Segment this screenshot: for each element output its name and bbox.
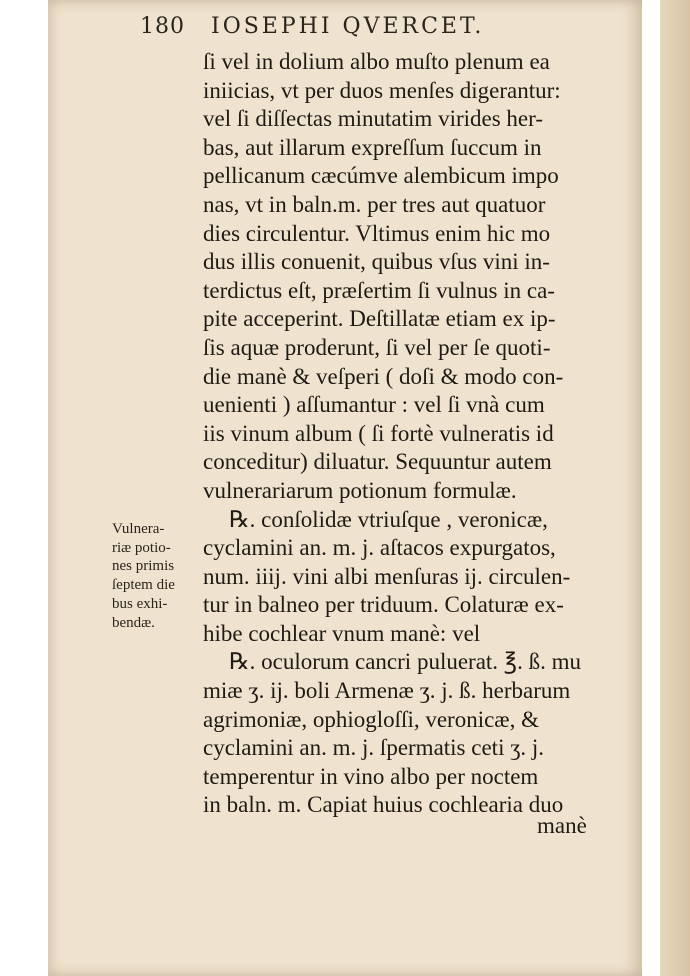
text-line: in baln. m. Capiat huius cochlearia duo [203, 792, 564, 818]
page-number: 180 [140, 14, 185, 39]
text-line: hibe cochlear vnum manè: vel [203, 620, 481, 646]
text-line: die manè & veſperi ( doſi & modo con- [203, 363, 564, 389]
text-line: cyclamini an. m. j. aſtacos expurgatos, [203, 535, 556, 561]
text-line: pite acceperint. Deſtillatæ etiam ex ip- [203, 306, 556, 332]
margin-note-line: Vulnera- [112, 521, 165, 537]
text-line: iniicias, vt per duos menſes digerantur: [203, 77, 561, 103]
margin-note-line: ſeptem die [112, 577, 175, 594]
text-line: ℞. conſolidæ vtriuſque , veronicæ, [229, 506, 548, 532]
catchword: manè [537, 813, 587, 838]
body-text [203, 48, 611, 820]
page-gutter [660, 0, 690, 976]
text-line: ſis aquæ proderunt, ſi vel per ſe quoti- [203, 334, 551, 360]
text-line: dus illis conuenit, quibus vſus vini in- [203, 249, 550, 275]
text-line: iis vinum album ( ſi fortè vulneratis id [203, 420, 554, 446]
margin-note-line: bendæ. [112, 614, 155, 631]
text-line: temperentur in vino albo per noctem [203, 763, 539, 789]
text-line: nas, vt in baln.m. per tres aut quatuor [203, 191, 546, 217]
text-line: vulnerariarum potionum formulæ. [203, 477, 517, 503]
text-line: dies circulentur. Vltimus enim hic mo [203, 220, 551, 246]
margin-note-line: bus exhi- [112, 595, 168, 612]
text-line: num. iiij. vini albi menſuras ij. circulen- [203, 563, 571, 589]
running-header [140, 14, 484, 39]
text-line: agrimoniæ, ophiogloſſi, veronicæ, & [203, 706, 540, 732]
text-line: pellicanum cæcúmve alembicum impo [203, 163, 559, 189]
text-line: conceditur) diluatur. Sequuntur autem [203, 449, 552, 475]
text-line: uenienti ) aſſumantur : vel ſi vnà cum [203, 392, 545, 418]
text-line: ℞. oculorum cancri puluerat. ℥. ß. mu [229, 649, 581, 675]
margin-note-line: riæ potio- [112, 539, 171, 556]
text-line: vel ſi diſſectas minutatim virides her- [203, 106, 543, 132]
text-line: ſi vel in dolium albo muſto plenum ea [203, 49, 550, 74]
margin-note-line: nes primis [112, 558, 175, 575]
text-line: tur in balneo per triduum. Colaturæ ex- [203, 592, 564, 618]
text-line: terdictus eſt, præſertim ſi vulnus in ca- [203, 277, 555, 303]
running-title: IOSEPHI QVERCET. [211, 14, 485, 39]
text-line: bas, aut illarum expreſſum ſuccum in [203, 134, 542, 160]
text-line: miæ ʒ. ij. boli Armenæ ʒ. j. ß. herbarum [203, 678, 571, 704]
margin-note [112, 520, 202, 632]
text-line: cyclamini an. m. j. ſpermatis ceti ʒ. j. [203, 735, 545, 761]
